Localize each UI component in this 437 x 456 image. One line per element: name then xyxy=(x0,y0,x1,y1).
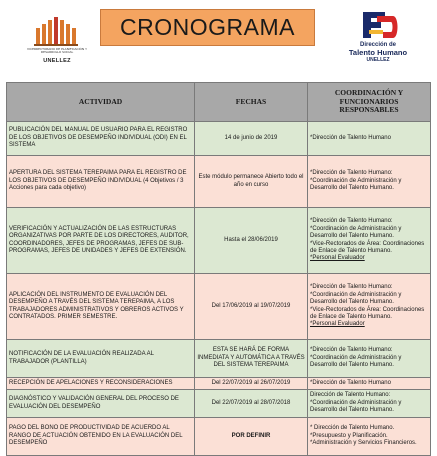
header-responsables: COORDINACIÓN Y FUNCIONARIOS RESPONSABLES xyxy=(308,83,431,122)
logo-caption: VICERRECTORADO DE PLANIFICACIÓN Y DESARROLLO SOCIAL xyxy=(27,47,87,55)
actividad-cell: PUBLICACIÓN DEL MANUAL DE USUARIO PARA EL REGISTRO DE LOS OBJETIVOS DE DESEMPEÑO INDIVIDUAL (ODI) EN EL SISTEMA xyxy=(7,122,195,156)
table-row xyxy=(7,122,431,156)
responsables-cell xyxy=(308,274,431,340)
table-row xyxy=(7,274,431,340)
responsable-line: Dirección de Talento Humano: xyxy=(310,392,391,399)
table-row xyxy=(7,340,431,378)
responsables-cell xyxy=(308,378,431,390)
responsable-line: *Dirección de Talento Humano: xyxy=(310,347,393,354)
responsable-line: *Coordinación de Administración y Desarrollo del Talento Humano. xyxy=(310,177,402,192)
responsable-line: *Coordinación de Administración y Desarrollo del Talento Humano. xyxy=(310,354,402,369)
fechas-cell: Este módulo permanece Abierto todo el año en curso xyxy=(195,156,308,208)
talento-humano-logo xyxy=(338,8,418,74)
responsable-line: *Coordinación de Administración y Desarrollo del Talento Humano. xyxy=(310,225,402,240)
fechas-cell: Del 22/07/2019 al 28/07/2018 xyxy=(195,390,308,418)
fechas-cell: Hasta el 28/06/2019 xyxy=(195,208,308,274)
header-actividad: ACTIVIDAD xyxy=(7,83,195,122)
fechas-cell: Del 17/06/2019 al 19/07/2019 xyxy=(195,274,308,340)
header-fechas: FECHAS xyxy=(195,83,308,122)
talento-humano-emblem-icon xyxy=(353,8,403,42)
logo-line-2: Talento Humano xyxy=(348,48,408,57)
fechas-cell: 14 de junio de 2019 xyxy=(195,122,308,156)
responsable-line: *Dirección de Talento Humano: xyxy=(310,218,393,225)
unellez-logo xyxy=(28,14,86,68)
responsable-line: *Coordinación de Administración y Desarrollo del Talento Humano. xyxy=(310,291,402,306)
responsables-cell xyxy=(308,418,431,456)
fechas-cell: POR DEFINIR xyxy=(195,418,308,456)
table-row xyxy=(7,390,431,418)
table-row xyxy=(7,156,431,208)
actividad-cell: APERTURA DEL SISTEMA TEREPAIMA PARA EL REGISTRO DE LOS OBJETIVOS DE DESEMPEÑO INDIVIDUAL (4 Objetivos / 3 Acciones para cada objetivo) xyxy=(7,156,195,208)
actividad-cell: NOTIFICACIÓN DE LA EVALUACIÓN REALIZADA AL TRABAJADOR (PLANTILLA) xyxy=(7,340,195,378)
university-emblem-icon xyxy=(28,14,86,48)
page-header xyxy=(0,0,437,78)
actividad-cell: RECEPCIÓN DE APELACIONES Y RECONSIDERACIONES xyxy=(7,378,195,390)
table-row xyxy=(7,418,431,456)
responsables-cell xyxy=(308,340,431,378)
logo-line-3: UNELLEZ xyxy=(366,57,390,63)
actividad-cell: APLICACIÓN DEL INSTRUMENTO DE EVALUACIÓN DEL DESEMPEÑO A TRAVÉS DEL SISTEMA TEREPAIMA, A LOS TRABAJADORES ADMINISTRATIVOS Y OBREROS ACTIVOS Y CONTRATADOS. PRIMER SEMESTRE. xyxy=(7,274,195,340)
responsable-line: *Coordinación de Administración y Desarrollo del Talento Humano. xyxy=(310,399,402,414)
logo-line-1: Dirección de xyxy=(359,42,396,48)
responsables-cell xyxy=(308,122,431,156)
responsables-cell xyxy=(308,156,431,208)
actividad-cell: PAGO DEL BONO DE PRODUCTIVIDAD DE ACUERDO AL RANGO DE ACTUACIÓN OBTENIDO EN LA EVALUACIÓN DEL DESEMPEÑO xyxy=(7,418,195,456)
responsable-line: *Dirección de Talento Humano xyxy=(310,379,391,386)
actividad-cell: VERIFICACIÓN Y ACTUALIZACIÓN DE LAS ESTRUCTURAS ORGANIZATIVAS POR PARTE DE LOS DIRECTORES, AUDITOR, COORDINADORES, JEFES DE PROGRAMAS, JEFES DE SUB-PROGRAMAS, JEFES DE UNIDADES Y JEFES DE EXTENSIÓN. xyxy=(7,208,195,274)
responsables-cell xyxy=(308,208,431,274)
responsable-line: *Dirección de Talento Humano: xyxy=(310,170,393,177)
table-header-row xyxy=(7,83,431,122)
page-title: CRONOGRAMA xyxy=(120,14,295,40)
fechas-cell: Del 22/07/2019 al 26/07/2019 xyxy=(195,378,308,390)
responsable-line: *Vice-Rectorados de Área: Coordinaciones de Enlace de Talento Humano. xyxy=(310,240,425,254)
schedule-table xyxy=(6,82,431,456)
fechas-cell: ESTA SE HARÁ DE FORMA INMEDIATA Y AUTOMÁTICA A TRAVÉS DEL SISTEMA TEREPAIMA xyxy=(195,340,308,378)
title-banner xyxy=(100,9,315,46)
responsable-line: *Dirección de Talento Humano: xyxy=(310,284,393,291)
responsable-line: *Presupuesto y Planificación. xyxy=(310,432,388,439)
actividad-cell: DIAGNÓSTICO Y VALIDACIÓN GENERAL DEL PROCESO DE EVALUACIÓN DEL DESEMPEÑO xyxy=(7,390,195,418)
table-row xyxy=(7,208,431,274)
table-row xyxy=(7,378,431,390)
responsable-line: * Dirección de Talento Humano. xyxy=(310,425,395,432)
responsable-line: *Vice-Rectorados de Área: Coordinaciones de Enlace de Talento Humano. xyxy=(310,306,425,320)
responsables-cell xyxy=(308,390,431,418)
personal-evaluador-link: *Personal Evaluador xyxy=(310,321,365,328)
responsable-line: *Dirección de Talento Humano xyxy=(310,134,391,141)
logo-name: UNELLEZ xyxy=(43,58,71,64)
personal-evaluador-link: *Personal Evaluador xyxy=(310,255,365,262)
responsable-line: *Administración y Servicios Financieros. xyxy=(310,440,417,447)
